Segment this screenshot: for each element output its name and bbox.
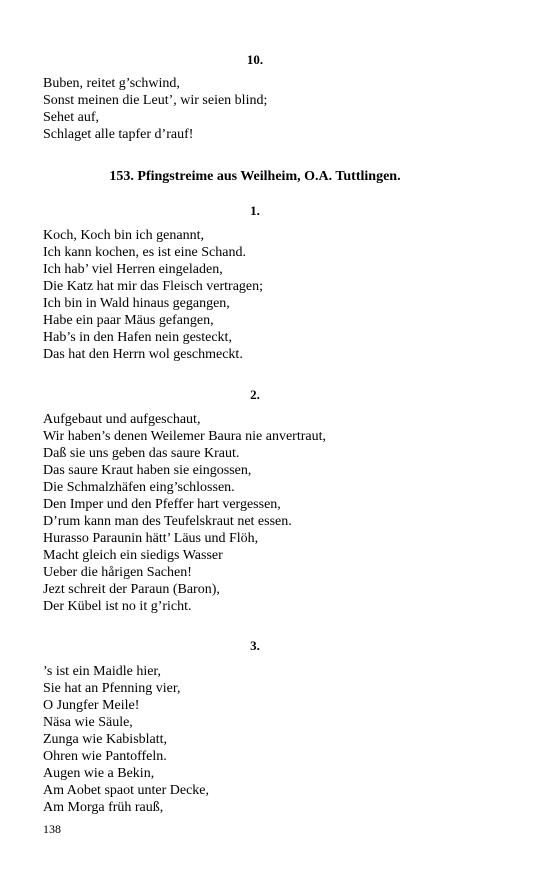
verse-line: Koch, Koch bin ich genannt, [43,228,204,243]
verse-line: Augen wie a Bekin, [43,766,155,781]
verse-line: Macht gleich ein siedigs Wasser [43,548,223,563]
verse-line: Zunga wie Kabisblatt, [43,732,168,747]
verse-line: Ich hab’ viel Herren eingeladen, [43,262,223,277]
stanza-heading-2: 2. [250,387,260,402]
verse-line: D’rum kann man des Teufelskraut net essen. [43,514,292,529]
verse-line: Hab’s in den Hafen nein gesteckt, [43,330,232,345]
verse-line: Den Imper und den Pfeffer hart vergessen, [43,497,281,512]
verse-line: Der Kübel ist no it g’richt. [43,599,192,614]
stanza-heading-1: 1. [250,203,260,218]
verse-line: O Jungfer Meile! [43,698,140,713]
verse-line: Das saure Kraut haben sie eingossen, [43,463,252,478]
verse-line: Das hat den Herrn wol geschmeckt. [43,347,243,362]
verse-line: Jezt schreit der Paraun (Baron), [43,582,220,597]
verse-line: Sehet auf, [43,110,99,125]
verse-line: Am Aobet spaot unter Decke, [43,783,210,798]
verse-line: Wir haben’s denen Weilemer Baura nie anvertraut, [43,429,326,444]
verse-line: ’s ist ein Maidle hier, [43,664,162,679]
stanza-1 [43,227,503,363]
verse-line: Schlaget alle tapfer d’rauf! [43,127,194,142]
verse-line: Daß sie uns geben das saure Kraut. [43,446,240,461]
verse-line: Hurasso Paraunin hätt’ Läus und Flöh, [43,531,259,546]
stanza-heading-10: 10. [246,52,264,67]
verse-line: Aufgebaut und aufgeschaut, [43,412,201,427]
stanza-3 [43,663,503,816]
stanza-10 [43,75,503,143]
stanza-2 [43,411,503,615]
stanza-heading-3: 3. [250,638,260,653]
page-number: 138 [43,822,61,836]
verse-line: Die Schmalzhäfen eing’schlossen. [43,480,235,495]
verse-line: Die Katz hat mir das Fleisch vertragen; [43,279,264,294]
verse-line: Buben, reitet g’schwind, [43,76,180,91]
verse-line: Ohren wie Pantoffeln. [43,749,167,764]
verse-line: Sonst meinen die Leut’, wir seien blind; [43,93,268,108]
verse-line: Näsa wie Säule, [43,715,133,730]
verse-line: Ich kann kochen, es ist eine Schand. [43,245,246,260]
verse-line: Am Morga früh rauß, [43,800,164,815]
verse-line: Ueber die hårigen Sachen! [43,565,192,580]
section-title-153: 153. Pfingstreime aus Weilheim, O.A. Tuttlingen. [109,169,401,184]
verse-line: Habe ein paar Mäus gefangen, [43,313,214,328]
verse-line: Ich bin in Wald hinaus gegangen, [43,296,230,311]
verse-line: Sie hat an Pfenning vier, [43,681,181,696]
